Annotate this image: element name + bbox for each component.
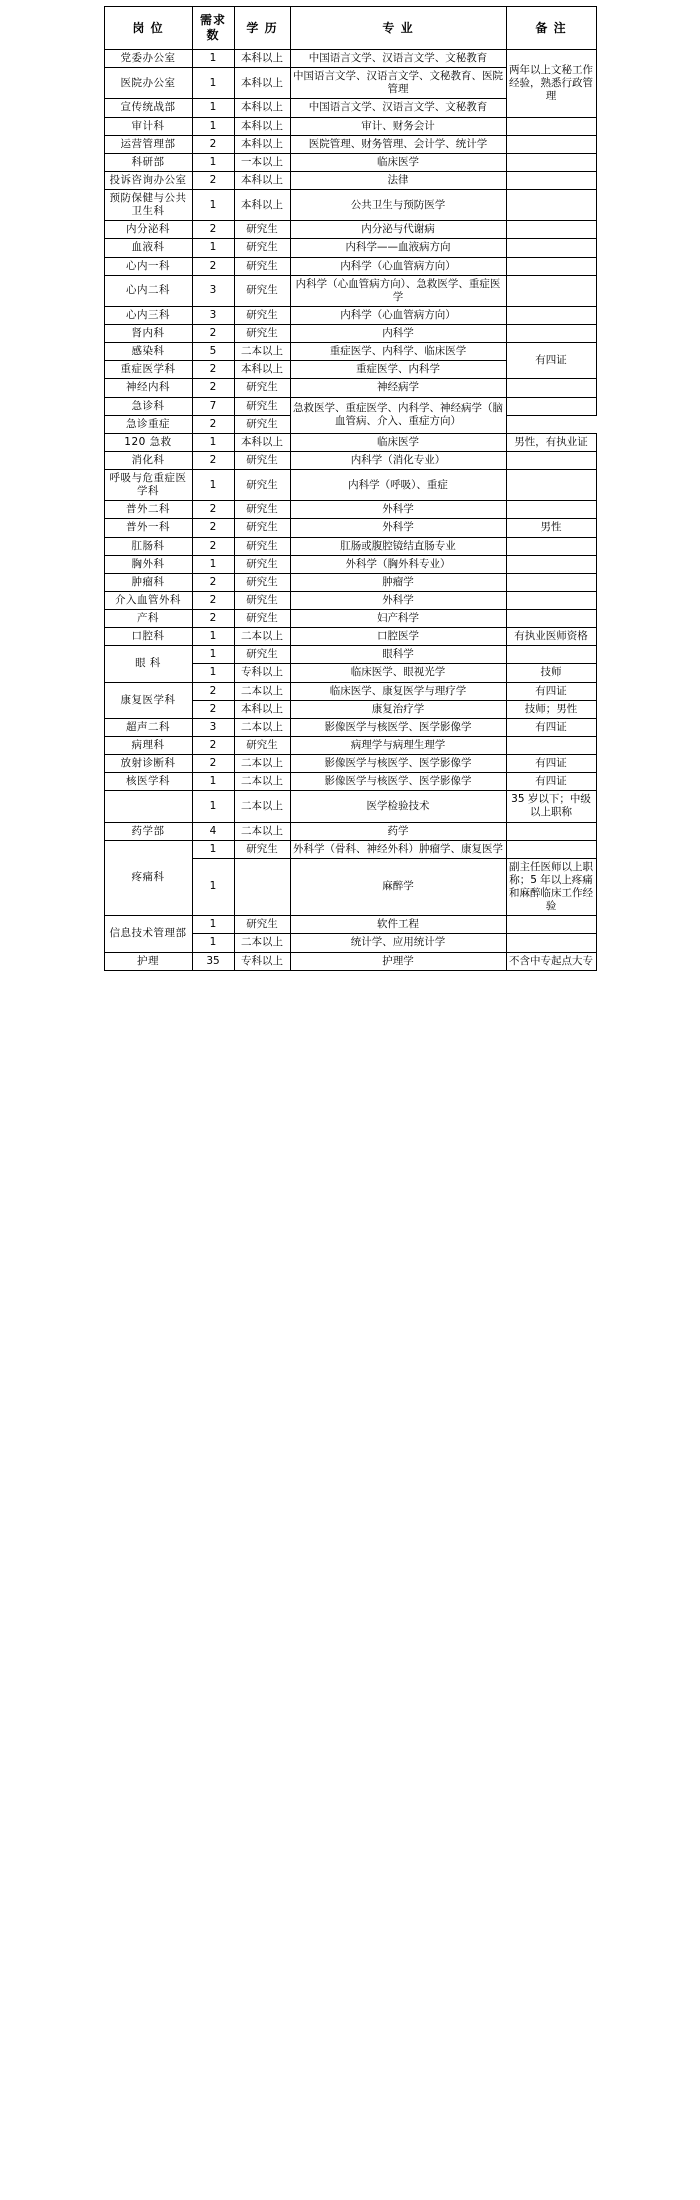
- cell-number: 2: [192, 537, 234, 555]
- cell-education: 二本以上: [234, 934, 290, 952]
- table-row: [104, 306, 596, 324]
- cell-number: 1: [192, 50, 234, 68]
- cell-note: [506, 117, 596, 135]
- cell-post: 宣传统战部: [104, 99, 192, 117]
- cell-education: 二本以上: [234, 718, 290, 736]
- cell-number: 2: [192, 379, 234, 397]
- cell-number: 1: [192, 840, 234, 858]
- cell-major: 麻醉学: [290, 858, 506, 916]
- cell-major: 软件工程: [290, 916, 506, 934]
- cell-post: 肾内科: [104, 325, 192, 343]
- cell-note: 有四证: [506, 755, 596, 773]
- cell-major: 外科学: [290, 519, 506, 537]
- cell-post: 疼痛科: [104, 840, 192, 916]
- table-row: [104, 916, 596, 934]
- table-body: [104, 50, 596, 971]
- cell-post: 心内三科: [104, 306, 192, 324]
- cell-number: 1: [192, 934, 234, 952]
- cell-major: 肛肠或腹腔镜结直肠专业: [290, 537, 506, 555]
- table-row: [104, 519, 596, 537]
- cell-number: 2: [192, 682, 234, 700]
- cell-post: 口腔科: [104, 628, 192, 646]
- cell-note: [506, 135, 596, 153]
- cell-education: 研究生: [234, 257, 290, 275]
- cell-post: 药学部: [104, 822, 192, 840]
- cell-note: [506, 397, 596, 415]
- column-header-education: 学 历: [234, 7, 290, 50]
- cell-number: 2: [192, 519, 234, 537]
- cell-major: 法律: [290, 171, 506, 189]
- cell-education: 研究生: [234, 537, 290, 555]
- cell-note: 技师: [506, 664, 596, 682]
- cell-major: 统计学、应用统计学: [290, 934, 506, 952]
- cell-education: 研究生: [234, 379, 290, 397]
- cell-post: 审计科: [104, 117, 192, 135]
- cell-post: 病理科: [104, 736, 192, 754]
- cell-post: 投诉咨询办公室: [104, 171, 192, 189]
- cell-number: 1: [192, 555, 234, 573]
- cell-post: 眼 科: [104, 646, 192, 682]
- cell-major: 公共卫生与预防医学: [290, 190, 506, 221]
- cell-note: [506, 934, 596, 952]
- cell-education: 研究生: [234, 325, 290, 343]
- cell-note: 不含中专起点大专: [506, 952, 596, 970]
- cell-major: 审计、财务会计: [290, 117, 506, 135]
- table-row: [104, 628, 596, 646]
- table-row: [104, 135, 596, 153]
- cell-post: 普外二科: [104, 501, 192, 519]
- cell-post: 科研部: [104, 153, 192, 171]
- cell-major: 影像医学与核医学、医学影像学: [290, 718, 506, 736]
- cell-number: 2: [192, 451, 234, 469]
- cell-major: 内科学（心血管病方向）、急救医学、重症医学: [290, 275, 506, 306]
- cell-education: 二本以上: [234, 755, 290, 773]
- table-row: [104, 117, 596, 135]
- cell-number: 2: [192, 415, 234, 433]
- cell-major: 外科学（骨科、神经外科）肿瘤学、康复医学: [290, 840, 506, 858]
- cell-post: 感染科: [104, 343, 192, 361]
- cell-number: 4: [192, 822, 234, 840]
- cell-note: 有四证: [506, 773, 596, 791]
- cell-education: [234, 858, 290, 916]
- cell-number: 1: [192, 646, 234, 664]
- cell-education: 二本以上: [234, 682, 290, 700]
- cell-education: 研究生: [234, 646, 290, 664]
- cell-number: 2: [192, 755, 234, 773]
- cell-number: 3: [192, 275, 234, 306]
- table-row: [104, 221, 596, 239]
- cell-education: 二本以上: [234, 822, 290, 840]
- cell-post: 超声二科: [104, 718, 192, 736]
- cell-note: [506, 470, 596, 501]
- cell-major: 药学: [290, 822, 506, 840]
- cell-note: 副主任医师以上职称；5 年以上疼痛和麻醉临床工作经验: [506, 858, 596, 916]
- table-row: [104, 573, 596, 591]
- cell-number: 2: [192, 700, 234, 718]
- cell-post: 预防保健与公共卫生科: [104, 190, 192, 221]
- cell-major: 内分泌与代谢病: [290, 221, 506, 239]
- cell-education: 研究生: [234, 470, 290, 501]
- cell-number: 2: [192, 610, 234, 628]
- cell-note: 两年以上文秘工作经验，熟悉行政管理: [506, 50, 596, 118]
- cell-education: 研究生: [234, 306, 290, 324]
- cell-note: [506, 501, 596, 519]
- cell-major: 内科学（呼吸）、重症: [290, 470, 506, 501]
- cell-note: [506, 379, 596, 397]
- cell-note: [506, 736, 596, 754]
- cell-post: 120 急救: [104, 433, 192, 451]
- cell-major: 重症医学、内科学、临床医学: [290, 343, 506, 361]
- cell-post: 神经内科: [104, 379, 192, 397]
- cell-major: 外科学（胸外科专业）: [290, 555, 506, 573]
- cell-number: 1: [192, 239, 234, 257]
- cell-number: 7: [192, 397, 234, 415]
- cell-post: 护理: [104, 952, 192, 970]
- cell-post: [104, 791, 192, 822]
- cell-education: 二本以上: [234, 791, 290, 822]
- cell-number: 1: [192, 664, 234, 682]
- table-row: [104, 591, 596, 609]
- cell-education: 本科以上: [234, 171, 290, 189]
- cell-note: 男性，有执业证: [506, 433, 596, 451]
- cell-number: 2: [192, 501, 234, 519]
- cell-major: 临床医学、眼视光学: [290, 664, 506, 682]
- cell-number: 2: [192, 171, 234, 189]
- cell-major: 内科学（心血管病方向）: [290, 257, 506, 275]
- cell-number: 1: [192, 68, 234, 99]
- cell-education: 本科以上: [234, 68, 290, 99]
- table-row: [104, 822, 596, 840]
- cell-major: 内科学: [290, 325, 506, 343]
- cell-education: 研究生: [234, 451, 290, 469]
- cell-post: 普外一科: [104, 519, 192, 537]
- cell-post: 介入血管外科: [104, 591, 192, 609]
- table-row: [104, 257, 596, 275]
- cell-education: 二本以上: [234, 773, 290, 791]
- cell-education: 本科以上: [234, 700, 290, 718]
- cell-major: 影像医学与核医学、医学影像学: [290, 773, 506, 791]
- cell-number: 1: [192, 190, 234, 221]
- cell-education: 本科以上: [234, 433, 290, 451]
- cell-major: 急救医学、重症医学、内科学、神经病学（脑血管病、介入、重症方向）: [290, 397, 506, 433]
- cell-post: 放射诊断科: [104, 755, 192, 773]
- cell-education: 研究生: [234, 555, 290, 573]
- cell-number: 1: [192, 99, 234, 117]
- cell-note: [506, 306, 596, 324]
- cell-note: 有四证: [506, 343, 596, 379]
- cell-post: 产科: [104, 610, 192, 628]
- cell-number: 1: [192, 916, 234, 934]
- table-row: [104, 153, 596, 171]
- cell-education: 研究生: [234, 610, 290, 628]
- table-row: [104, 952, 596, 970]
- cell-number: 3: [192, 718, 234, 736]
- cell-number: 35: [192, 952, 234, 970]
- cell-note: 有四证: [506, 682, 596, 700]
- cell-number: 1: [192, 470, 234, 501]
- cell-note: [506, 555, 596, 573]
- cell-number: 1: [192, 153, 234, 171]
- cell-post: 血液科: [104, 239, 192, 257]
- table-row: [104, 239, 596, 257]
- cell-post: 重症医学科: [104, 361, 192, 379]
- table-row: [104, 537, 596, 555]
- cell-note: 技师；男性: [506, 700, 596, 718]
- cell-education: 本科以上: [234, 135, 290, 153]
- table-row: [104, 190, 596, 221]
- table-row: [104, 275, 596, 306]
- table-row: [104, 610, 596, 628]
- table-row: [104, 736, 596, 754]
- cell-post: 急诊重症: [104, 415, 192, 433]
- cell-note: [506, 239, 596, 257]
- cell-education: 二本以上: [234, 343, 290, 361]
- column-header-note: 备 注: [506, 7, 596, 50]
- cell-major: 临床医学、康复医学与理疗学: [290, 682, 506, 700]
- cell-note: [506, 646, 596, 664]
- cell-education: 研究生: [234, 239, 290, 257]
- table-row: [104, 840, 596, 858]
- cell-post: 胸外科: [104, 555, 192, 573]
- cell-number: 1: [192, 773, 234, 791]
- table-header: [104, 7, 596, 50]
- cell-major: 医学检验技术: [290, 791, 506, 822]
- cell-post: 肛肠科: [104, 537, 192, 555]
- table-row: [104, 791, 596, 822]
- cell-education: 本科以上: [234, 361, 290, 379]
- cell-number: 1: [192, 858, 234, 916]
- cell-note: [506, 171, 596, 189]
- table-row: [104, 718, 596, 736]
- cell-major: 临床医学: [290, 153, 506, 171]
- cell-note: 35 岁以下；中级以上职称: [506, 791, 596, 822]
- cell-note: [506, 275, 596, 306]
- table-row: [104, 470, 596, 501]
- cell-number: 2: [192, 591, 234, 609]
- cell-note: 男性: [506, 519, 596, 537]
- cell-major: 外科学: [290, 501, 506, 519]
- cell-education: 研究生: [234, 519, 290, 537]
- cell-post: 肿瘤科: [104, 573, 192, 591]
- cell-post: 信息技术管理部: [104, 916, 192, 952]
- cell-number: 2: [192, 257, 234, 275]
- column-header-major: 专 业: [290, 7, 506, 50]
- cell-education: 研究生: [234, 573, 290, 591]
- cell-number: 2: [192, 361, 234, 379]
- cell-major: 影像医学与核医学、医学影像学: [290, 755, 506, 773]
- cell-note: [506, 190, 596, 221]
- cell-education: 本科以上: [234, 117, 290, 135]
- cell-note: [506, 916, 596, 934]
- cell-education: 研究生: [234, 275, 290, 306]
- table-row: [104, 50, 596, 68]
- cell-major: 病理学与病理生理学: [290, 736, 506, 754]
- cell-post: 党委办公室: [104, 50, 192, 68]
- cell-number: 5: [192, 343, 234, 361]
- recruitment-table: [104, 6, 597, 971]
- cell-note: [506, 153, 596, 171]
- cell-major: 口腔医学: [290, 628, 506, 646]
- cell-number: 2: [192, 736, 234, 754]
- cell-post: 核医学科: [104, 773, 192, 791]
- cell-major: 临床医学: [290, 433, 506, 451]
- cell-education: 研究生: [234, 591, 290, 609]
- cell-post: 心内一科: [104, 257, 192, 275]
- cell-major: 中国语言文学、汉语言文学、文秘教育: [290, 99, 506, 117]
- table-row: [104, 397, 596, 415]
- cell-post: 消化科: [104, 451, 192, 469]
- cell-note: [506, 573, 596, 591]
- cell-education: 本科以上: [234, 190, 290, 221]
- table-row: [104, 171, 596, 189]
- cell-number: 2: [192, 135, 234, 153]
- cell-post: 心内二科: [104, 275, 192, 306]
- cell-education: 一本以上: [234, 153, 290, 171]
- cell-education: 二本以上: [234, 628, 290, 646]
- cell-number: 1: [192, 117, 234, 135]
- table-row: [104, 646, 596, 664]
- cell-major: 神经病学: [290, 379, 506, 397]
- cell-education: 本科以上: [234, 50, 290, 68]
- cell-major: 医院管理、财务管理、会计学、统计学: [290, 135, 506, 153]
- table-row: [104, 755, 596, 773]
- cell-number: 2: [192, 325, 234, 343]
- cell-education: 研究生: [234, 221, 290, 239]
- cell-major: 重症医学、内科学: [290, 361, 506, 379]
- table-row: [104, 555, 596, 573]
- cell-number: 1: [192, 433, 234, 451]
- cell-note: [506, 537, 596, 555]
- cell-note: [506, 840, 596, 858]
- cell-note: [506, 221, 596, 239]
- cell-major: 外科学: [290, 591, 506, 609]
- table-row: [104, 433, 596, 451]
- cell-major: 肿瘤学: [290, 573, 506, 591]
- table-row: [104, 773, 596, 791]
- cell-post: 医院办公室: [104, 68, 192, 99]
- cell-note: [506, 822, 596, 840]
- cell-education: 研究生: [234, 415, 290, 433]
- cell-number: 1: [192, 628, 234, 646]
- cell-note: [506, 451, 596, 469]
- cell-post: 急诊科: [104, 397, 192, 415]
- cell-education: 研究生: [234, 501, 290, 519]
- cell-post: 呼吸与危重症医学科: [104, 470, 192, 501]
- cell-number: 2: [192, 221, 234, 239]
- cell-education: 研究生: [234, 916, 290, 934]
- table-row: [104, 451, 596, 469]
- cell-post: 运营管理部: [104, 135, 192, 153]
- cell-major: 中国语言文学、汉语言文学、文秘教育、医院管理: [290, 68, 506, 99]
- cell-education: 专科以上: [234, 952, 290, 970]
- cell-major: 内科学（消化专业）: [290, 451, 506, 469]
- cell-number: 3: [192, 306, 234, 324]
- cell-major: 护理学: [290, 952, 506, 970]
- cell-education: 本科以上: [234, 99, 290, 117]
- cell-major: 中国语言文学、汉语言文学、文秘教育: [290, 50, 506, 68]
- cell-major: 妇产科学: [290, 610, 506, 628]
- cell-note: [506, 610, 596, 628]
- cell-major: 内科学——血液病方向: [290, 239, 506, 257]
- table-row: [104, 343, 596, 361]
- cell-note: [506, 325, 596, 343]
- cell-education: 研究生: [234, 736, 290, 754]
- cell-note: 有执业医师资格: [506, 628, 596, 646]
- cell-education: 专科以上: [234, 664, 290, 682]
- cell-post: 内分泌科: [104, 221, 192, 239]
- table-header-row: [104, 7, 596, 50]
- table-row: [104, 325, 596, 343]
- table-row: [104, 501, 596, 519]
- cell-note: [506, 257, 596, 275]
- cell-major: 内科学（心血管病方向）: [290, 306, 506, 324]
- column-header-post: 岗 位: [104, 7, 192, 50]
- cell-note: 有四证: [506, 718, 596, 736]
- cell-major: 康复治疗学: [290, 700, 506, 718]
- cell-major: 眼科学: [290, 646, 506, 664]
- cell-number: 1: [192, 791, 234, 822]
- cell-number: 2: [192, 573, 234, 591]
- table-row: [104, 682, 596, 700]
- cell-education: 研究生: [234, 397, 290, 415]
- table-row: [104, 379, 596, 397]
- column-header-number: 需求数: [192, 7, 234, 50]
- cell-post: 康复医学科: [104, 682, 192, 718]
- cell-education: 研究生: [234, 840, 290, 858]
- cell-note: [506, 591, 596, 609]
